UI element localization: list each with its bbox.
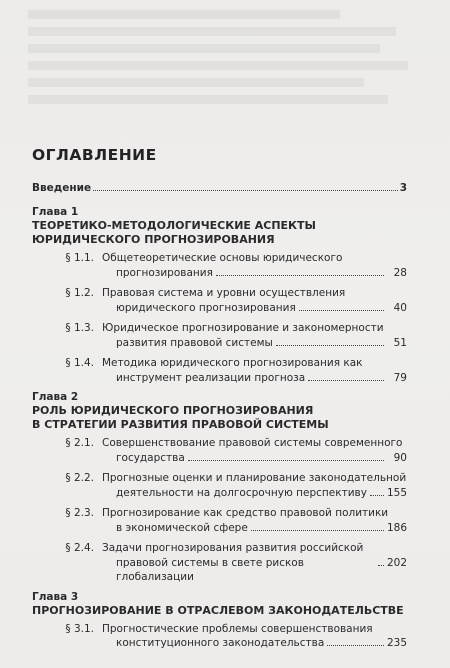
page-number: 51	[393, 336, 407, 349]
section-title-line: инструмент реализации прогноза	[116, 371, 306, 384]
chapter-label: Глава 2	[32, 391, 79, 403]
section-title-line: деятельности на долгосрочную перспективу	[116, 486, 367, 499]
leader-dots	[216, 275, 384, 276]
chapter-label: Глава 3	[32, 590, 79, 603]
toc-section	[34, 506, 407, 535]
page-number: 3	[399, 182, 407, 194]
chapter-3	[32, 591, 407, 651]
section-title-line: юридического прогнозирования	[116, 301, 296, 314]
section-title-line: развития правовой системы	[116, 336, 273, 349]
section-title-line: Задачи прогнозирования развития российской	[102, 542, 364, 554]
entry-label: Введение	[32, 182, 92, 194]
page-number: 155	[386, 486, 407, 499]
section-number: § 2.2.	[65, 472, 94, 484]
chapter-title-line: В СТРАТЕГИИ РАЗВИТИЯ ПРАВОВОЙ СИСТЕМЫ	[32, 418, 329, 431]
section-title-line: Методика юридического прогнозирования как	[102, 357, 363, 369]
leader-dots	[188, 460, 384, 461]
toc-section	[34, 321, 407, 350]
section-title-line: прогнозирования	[116, 266, 213, 279]
page-number: 28	[393, 266, 407, 279]
page-number: 235	[386, 637, 407, 649]
leader-dots	[251, 530, 384, 531]
toc-section	[34, 622, 407, 651]
chapter-title-line: ПРОГНОЗИРОВАНИЕ В ОТРАСЛЕВОМ ЗАКОНОДАТЕЛЬСТВЕ	[32, 603, 404, 617]
section-number: § 1.3.	[65, 322, 94, 334]
leader-dots	[93, 190, 398, 191]
leader-dots	[370, 495, 384, 496]
section-title-line: Прогнозные оценки и планирование законодательной	[102, 472, 407, 484]
page-number: 90	[393, 451, 407, 464]
section-title-line: в экономической сфере	[116, 521, 248, 534]
chapter-title-line: ТЕОРЕТИКО-МЕТОДОЛОГИЧЕСКИЕ АСПЕКТЫ	[32, 219, 316, 232]
leader-dots	[308, 380, 384, 381]
toc-title: ОГЛАВЛЕНИЕ	[32, 146, 157, 164]
section-number: § 2.3.	[65, 507, 94, 519]
section-title-line: Прогнозирование как средство правовой политики	[102, 507, 389, 519]
page-number: 79	[393, 371, 407, 384]
toc-section	[34, 251, 407, 280]
leader-dots	[299, 310, 384, 311]
section-title-line: государства	[116, 451, 185, 464]
section-number: § 3.1.	[65, 622, 94, 635]
leader-dots	[378, 565, 384, 566]
toc-section	[34, 286, 407, 315]
section-number: § 1.4.	[65, 357, 94, 369]
toc-section	[34, 471, 407, 500]
chapter-title-line: РОЛЬ ЮРИДИЧЕСКОГО ПРОГНОЗИРОВАНИЯ	[32, 404, 314, 417]
chapter-title	[32, 404, 407, 432]
section-number: § 2.4.	[65, 542, 94, 554]
leader-dots	[276, 345, 384, 346]
chapter-title	[32, 219, 407, 247]
chapter-label: Глава 1	[32, 206, 79, 218]
bleed-through-text	[28, 10, 428, 112]
page-number: 40	[393, 301, 407, 314]
page-number: 202	[387, 556, 408, 569]
chapter-2	[32, 391, 407, 585]
toc-section	[34, 436, 407, 465]
section-title-line: правовой системы в свете рисков глобализации	[116, 556, 304, 583]
table-of-contents	[32, 146, 407, 657]
toc-entry-introduction	[32, 182, 407, 194]
chapter-title-line: ЮРИДИЧЕСКОГО ПРОГНОЗИРОВАНИЯ	[32, 233, 275, 246]
section-number: § 1.2.	[65, 287, 94, 299]
section-title-line: Общетеоретические основы юридического	[102, 252, 343, 264]
section-title-line: Прогностические проблемы совершенствования	[102, 622, 373, 635]
leader-dots	[327, 645, 384, 646]
section-number: § 2.1.	[65, 437, 94, 449]
section-title-line: Юридическое прогнозирование и закономерности	[102, 322, 384, 334]
section-title-line: Совершенствование правовой системы современного	[102, 437, 403, 449]
section-title-line: конституционного законодательства	[116, 637, 325, 649]
toc-section	[34, 541, 407, 585]
chapter-1	[32, 206, 407, 385]
toc-section	[34, 356, 407, 385]
chapter-title	[32, 604, 407, 618]
page-number: 186	[386, 521, 407, 534]
section-number: § 1.1.	[65, 252, 94, 264]
section-title-line: Правовая система и уровни осуществления	[102, 287, 346, 299]
